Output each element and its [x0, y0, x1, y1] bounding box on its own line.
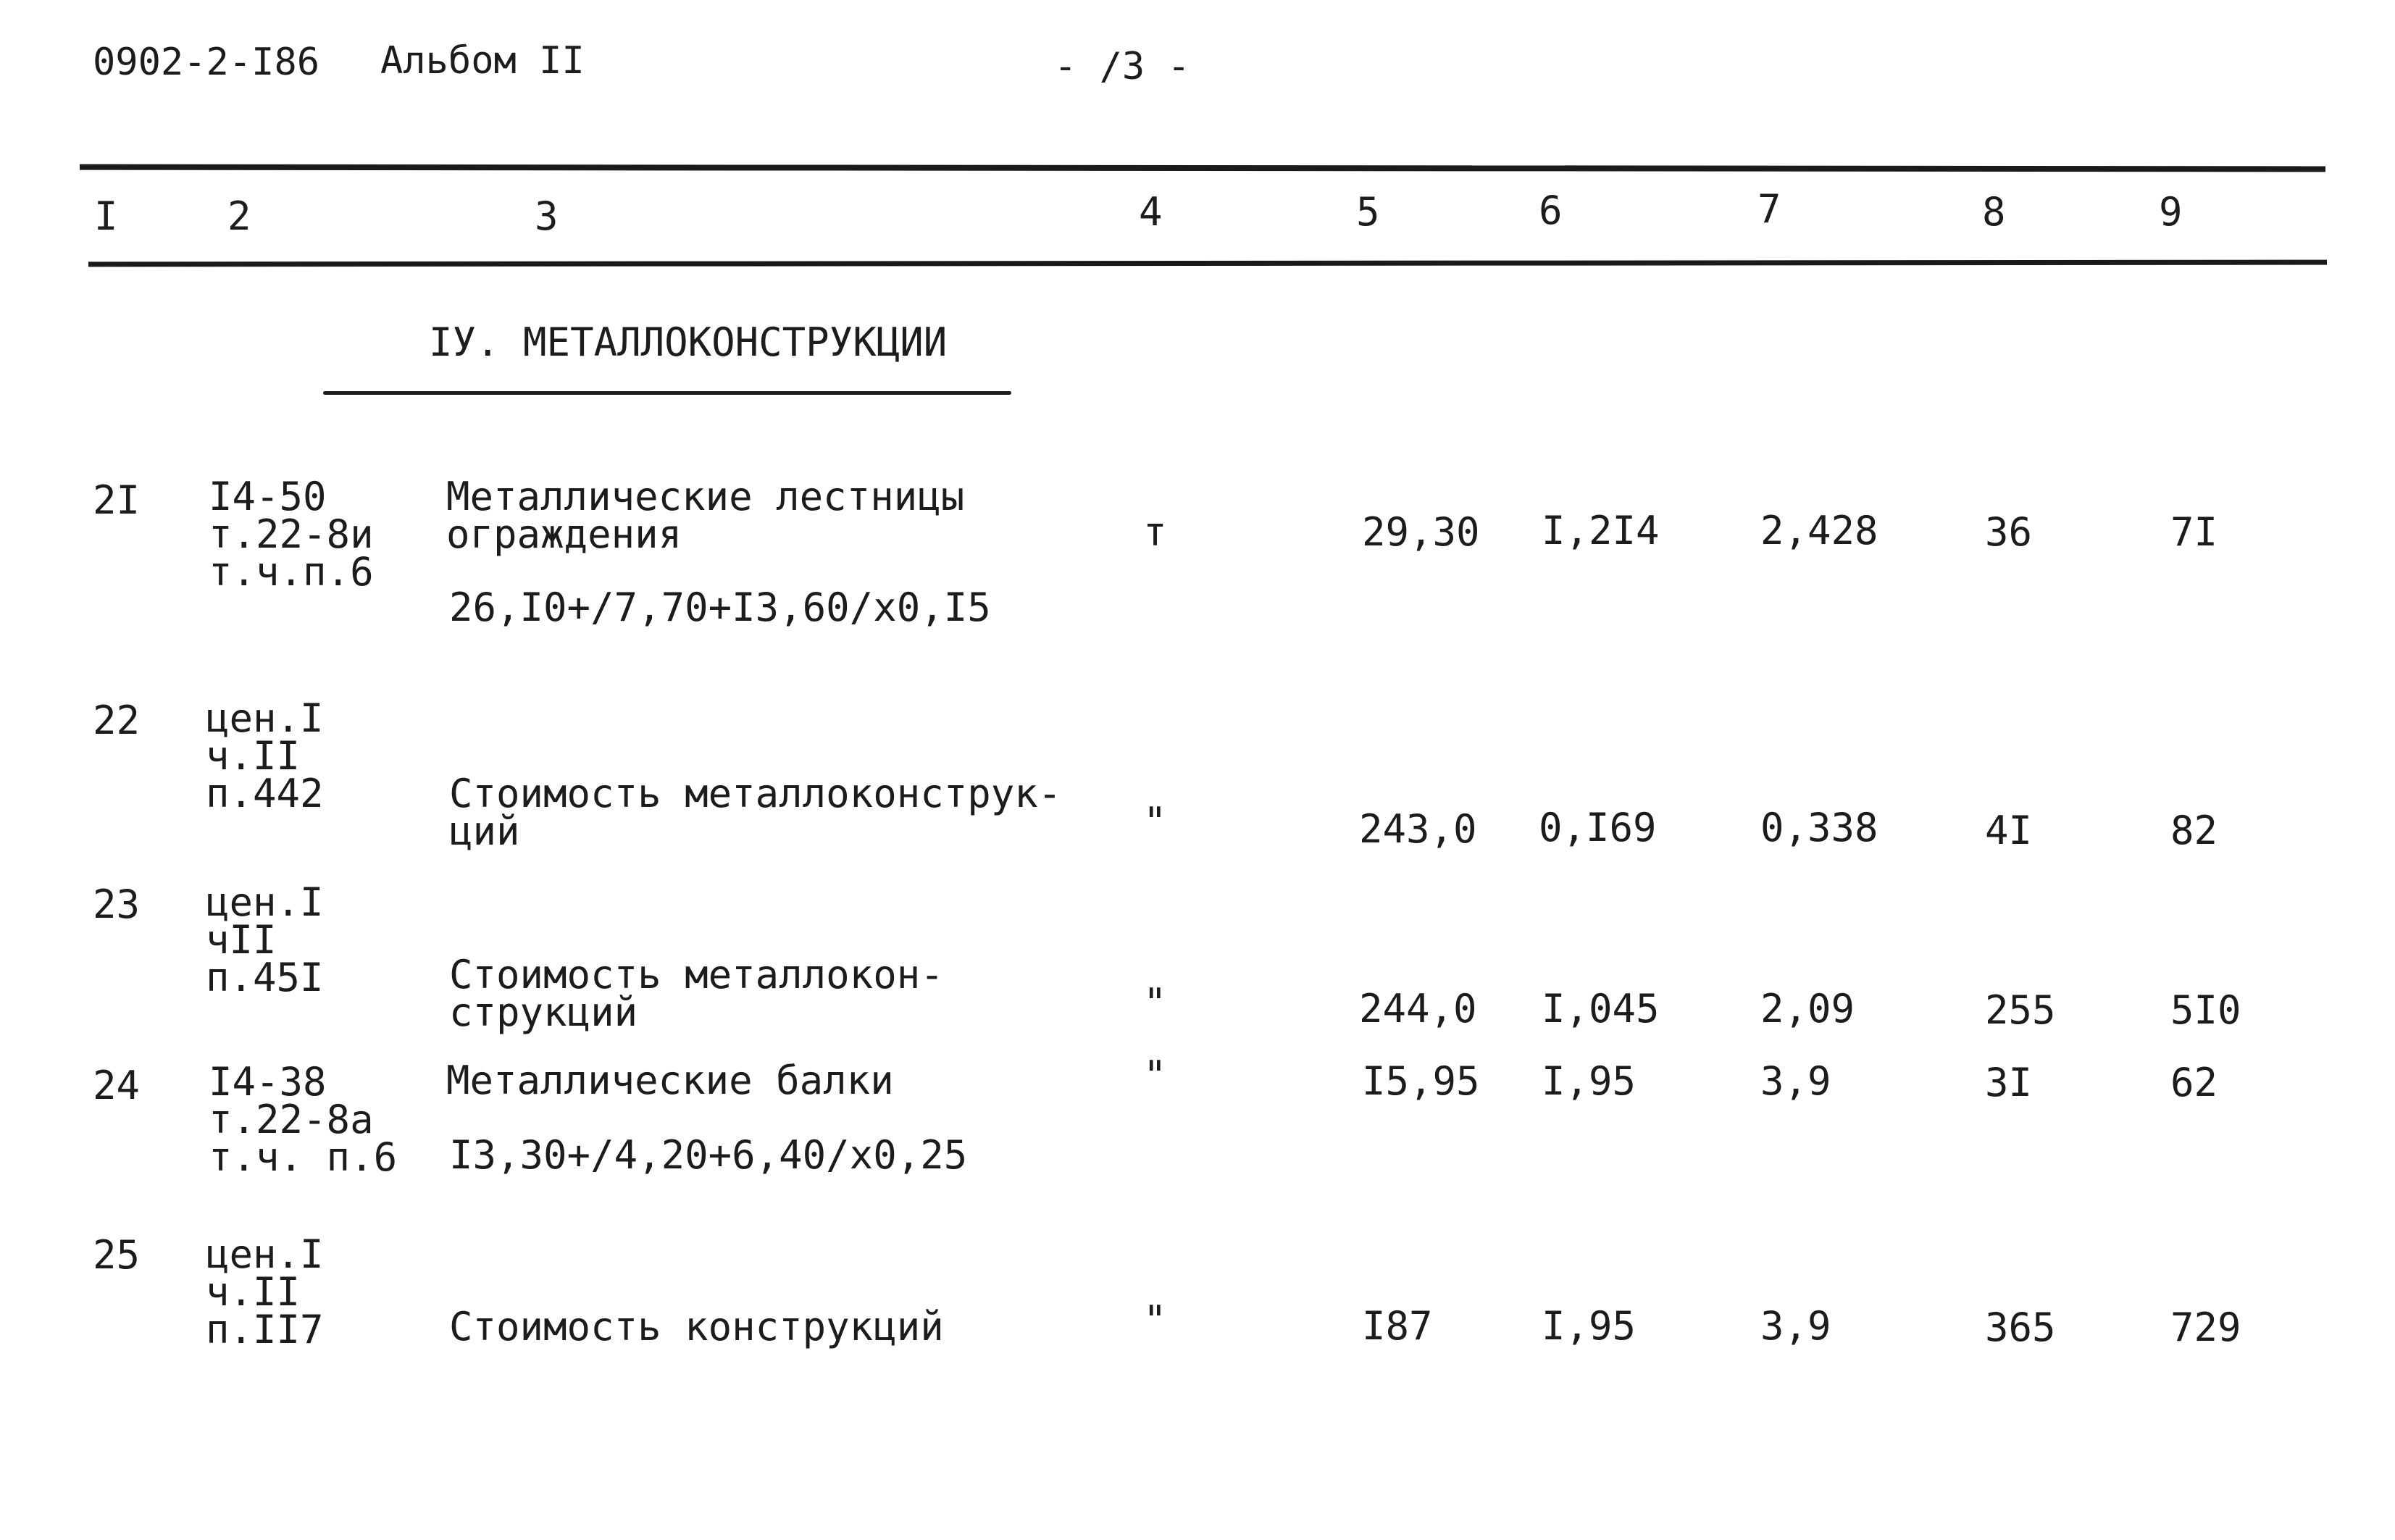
cell-col9: 7I [2170, 509, 2218, 555]
description-line: Металлические балки [446, 1058, 894, 1103]
table-top-rule [80, 164, 2325, 172]
description-line: ций [449, 808, 520, 854]
row-unit: " [1143, 980, 1167, 1026]
cell-col6: 0,I69 [1539, 805, 1657, 850]
row-number: 25 [93, 1232, 141, 1278]
column-header-2: 2 [227, 193, 251, 239]
row-description [446, 474, 965, 557]
cell-col6: I,2I4 [1542, 508, 1660, 553]
column-header-8: 8 [1982, 189, 2006, 235]
column-header-5: 5 [1356, 189, 1380, 235]
reference-line: чII [206, 917, 277, 963]
column-header-3: 3 [535, 193, 559, 239]
cell-col5: I87 [1362, 1303, 1433, 1349]
reference-line: т.ч.п.6 [209, 549, 374, 595]
cell-col6: I,95 [1542, 1303, 1637, 1349]
row-reference [206, 879, 324, 1000]
row-description [449, 1304, 944, 1349]
row-description [449, 952, 944, 1035]
album-label: Альбом II [380, 39, 585, 83]
reference-line: п.45I [206, 955, 324, 1000]
row-number: 23 [93, 882, 141, 927]
reference-line: ч.II [206, 733, 301, 779]
cell-col7: 3,9 [1760, 1058, 1831, 1104]
row-unit: " [1143, 799, 1167, 845]
cell-col7: 3,9 [1760, 1303, 1831, 1349]
cell-col8: 36 [1985, 509, 2033, 555]
row-unit: " [1143, 1297, 1167, 1343]
cell-col8: 4I [1985, 808, 2033, 853]
reference-line: I4-38 [209, 1059, 327, 1105]
description-line: Стоимость металлоконструк- [449, 771, 1062, 816]
reference-line: т.ч. п.6 [209, 1134, 398, 1180]
cell-col9: 82 [2170, 808, 2218, 853]
row-formula: I3,30+/4,20+6,40/х0,25 [449, 1132, 968, 1178]
cell-col8: 3I [1985, 1060, 2033, 1105]
reference-line: цен.I [206, 1231, 324, 1277]
column-header-1: I [94, 193, 118, 239]
reference-line: ч.II [206, 1269, 301, 1315]
header-bottom-rule [88, 260, 2327, 267]
reference-line: п.442 [206, 771, 324, 816]
column-header-4: 4 [1139, 189, 1163, 235]
cell-col6: I,045 [1542, 986, 1660, 1031]
document-code: 0902-2-I86 [93, 41, 320, 84]
page-number: - /3 - [1054, 45, 1190, 88]
section-title: IУ. МЕТАЛЛОКОНСТРУКЦИИ [429, 319, 948, 365]
cell-col8: 255 [1985, 987, 2056, 1033]
row-reference [209, 474, 374, 595]
row-formula: 26,I0+/7,70+I3,60/х0,I5 [449, 585, 991, 630]
cell-col7: 0,338 [1760, 805, 1878, 850]
row-unit: т [1143, 509, 1167, 555]
column-header-6: 6 [1539, 188, 1563, 233]
row-reference [209, 1059, 398, 1180]
row-unit: " [1143, 1053, 1167, 1098]
cell-col5: 244,0 [1359, 986, 1477, 1031]
description-line: струкций [449, 989, 638, 1035]
cell-col7: 2,428 [1760, 508, 1878, 553]
column-header-7: 7 [1757, 186, 1781, 232]
cell-col9: 62 [2170, 1060, 2218, 1105]
cell-col6: I,95 [1542, 1058, 1637, 1104]
row-reference [206, 695, 324, 816]
cell-col7: 2,09 [1760, 986, 1855, 1031]
row-number: 2I [93, 477, 141, 523]
cell-col9: 729 [2170, 1305, 2241, 1350]
description-line: Стоимость конструкций [449, 1304, 944, 1349]
description-line: Стоимость металлокон- [449, 952, 944, 997]
section-title-underline [323, 391, 1011, 395]
cell-col8: 365 [1985, 1305, 2056, 1350]
reference-line: I4-50 [209, 474, 327, 519]
row-number: 24 [93, 1063, 141, 1108]
reference-line: цен.I [206, 695, 324, 741]
cell-col5: 243,0 [1359, 806, 1477, 852]
row-number: 22 [93, 698, 141, 743]
reference-line: п.II7 [206, 1307, 324, 1352]
cell-col9: 5I0 [2170, 987, 2241, 1033]
reference-line: цен.I [206, 879, 324, 925]
cell-col5: 29,30 [1362, 509, 1480, 555]
reference-line: т.22-8а [209, 1097, 374, 1142]
reference-line: т.22-8и [209, 511, 374, 557]
column-header-9: 9 [2159, 189, 2183, 235]
description-line: Металлические лестницы [446, 474, 965, 519]
cell-col5: I5,95 [1362, 1058, 1480, 1104]
row-reference [206, 1231, 324, 1352]
row-description [446, 1058, 894, 1103]
description-line: ограждения [446, 511, 682, 557]
row-description [449, 771, 1062, 854]
